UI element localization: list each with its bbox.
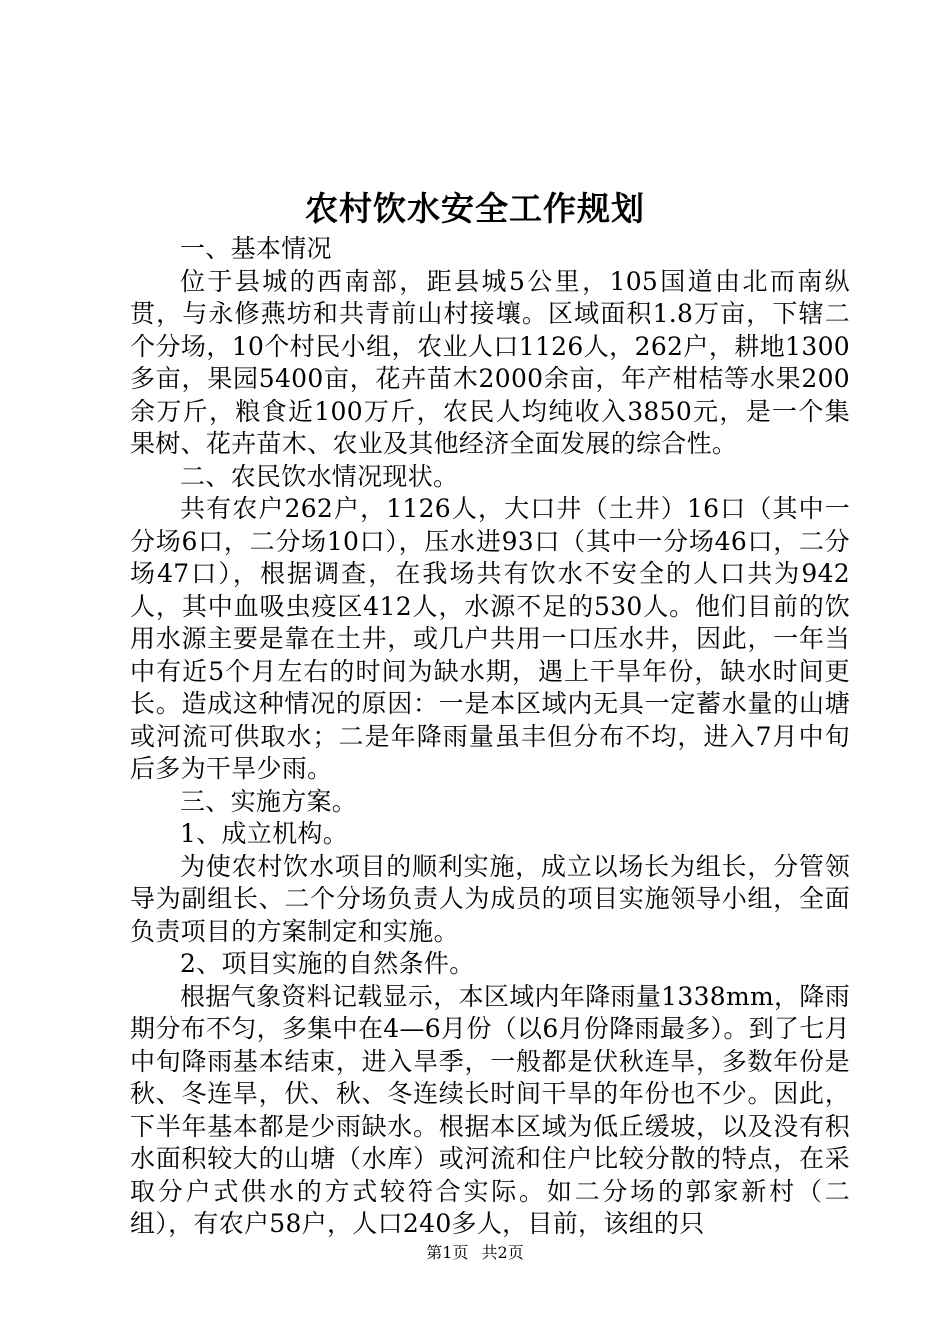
section-heading-water-status: 二、农民饮水情况现状。 [180,461,459,491]
paragraph-basic-info: 位于县城的西南部，距县城5公里，105国道由北而南纵贯，与永修燕坊和共青前山村接壤。区域面积1.8万亩，下辖二个分场，10个村民小组，农业人口1126人，262户，耕地1300多亩，果园5400亩，花卉苗木2000余亩，年产柑桔等水果200余万斤，粮食近100万斤，农民人均纯收入3850元，是一个集果树、花卉苗木、农业及其他经济全面发展的综合性。 [130,266,850,458]
page-number: 第1页 [426,1243,469,1262]
page-footer [0,1242,950,1264]
section-heading-basic-info: 一、基本情况 [180,234,332,263]
page-total: 共2页 [481,1243,524,1262]
document-title: 农村饮水安全工作规划 [305,189,645,228]
paragraph-establish-org: 为使农村饮水项目的顺利实施，成立以场长为组长，分管领导为副组长、二个分场负责人为成员的项目实施领导小组，全面负责项目的方案制定和实施。 [130,851,850,946]
subheading-establish-org: 1、成立机构。 [180,819,349,848]
paragraph-natural-conditions: 根据气象资料记载显示，本区域内年降雨量1338mm，降雨期分布不匀，多集中在4—6月份（以6月份降雨最多）。到了七月中旬降雨基本结束，进入旱季，一般都是伏秋连旱，多数年份是秋、冬连旱，伏、秋、冬连续长时间干旱的年份也不少。因此，下半年基本都是少雨缺水。根据本区域为低丘缓坡，以及没有积水面积较大的山塘（水库）或河流和住户比较分散的特点，在采取分户式供水的方式较符合实际。如二分场的郭家新村（二组），有农户58户，人口240多人，目前，该组的只 [130,981,850,1238]
subheading-natural-conditions: 2、项目实施的自然条件。 [180,949,475,978]
section-heading-implementation: 三、实施方案。 [180,786,358,816]
paragraph-water-status: 共有农户262户，1126人，大口井（土井）16口（其中一分场6口，二分场10口），压水进93口（其中一分场46口，二分场47口），根据调查，在我场共有饮水不安全的人口共为942人，其中血吸虫疫区412人，水源不足的530人。他们目前的饮用水源主要是靠在土井，或几户共用一口压水井，因此，一年当中有近5个月左右的时间为缺水期，遇上干旱年份，缺水时间更长。造成这种情况的原因：一是本区域内无具一定蓄水量的山塘或河流可供取水；二是年降雨量虽丰但分布不均，进入7月中旬后多为干旱少雨。 [130,494,850,783]
document-body [130,233,850,1241]
